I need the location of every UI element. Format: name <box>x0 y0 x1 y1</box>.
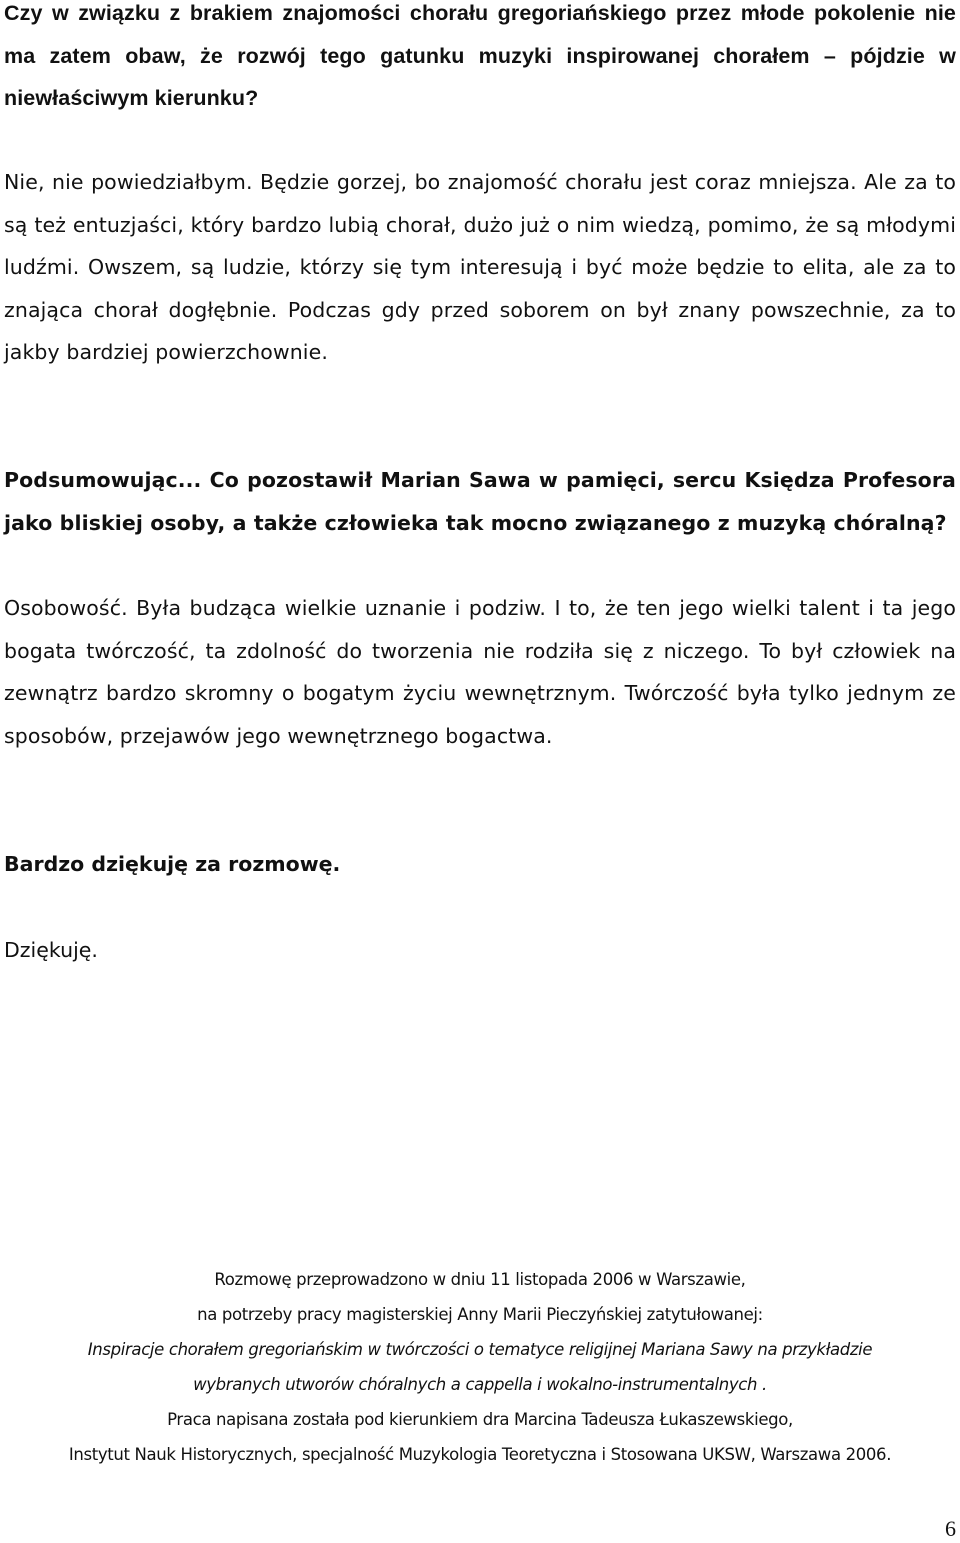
footnote-line-1: Rozmowę przeprowadzono w dniu 11 listopada 2006 w Warszawie, <box>214 1270 746 1289</box>
footnote-line-5: Praca napisana została pod kierunkiem dra Marcina Tadeusza Łukaszewskiego, <box>167 1410 793 1429</box>
interview-question-2: Podsumowując... Co pozostawił Marian Sawa w pamięci, sercu Księdza Profesora jako bliskiej osoby, a także człowieka tak mocno związanego z muzyką chóralną? <box>4 468 956 535</box>
footnote-thesis-title-line-2: wybranych utworów chóralnych a cappella i wokalno-instrumentalnych . <box>193 1375 767 1394</box>
interview-answer-2: Osobowość. Była budząca wielkie uznanie i podziw. I to, że ten jego wielki talent i ta jego bogata twórczość, ta zdolność do tworzenia nie rodziła się z niczego. To był człowiek na zewnątrz bardzo skromny o bogatym życiu wewnętrznym. Twórczość była tylko jednym ze sposobów, przejawów jego wewnętrznego bogactwa. <box>4 596 956 748</box>
page-number: 6 <box>945 1516 956 1541</box>
interview-answer-3: Dziękuję. <box>4 938 98 962</box>
footnote-line-2: na potrzeby pracy magisterskiej Anny Marii Pieczyńskiej zatytułowanej: <box>197 1305 763 1324</box>
footnote <box>0 1262 960 1472</box>
footnote-thesis-title-line-1: Inspiracje chorałem gregoriańskim w twórczości o tematyce religijnej Mariana Sawy na przykładzie <box>87 1340 873 1359</box>
interview-answer-1: Nie, nie powiedziałbym. Będzie gorzej, bo znajomość chorału jest coraz mniejsza. Ale za to są też entuzjaści, który bardzo lubią chorał, dużo już o nim wiedzą, pomimo, że są młodymi ludźmi. Owszem, są ludzie, którzy się tym interesują i być może będzie to elita, ale za to znająca chorał dogłębnie. Podczas gdy przed soborem on był znany powszechnie, za to jakby bardziej powierzchownie. <box>4 170 956 364</box>
interview-question-1: Czy w związku z brakiem znajomości chorału gregoriańskiego przez młode pokolenie nie ma zatem obaw, że rozwój tego gatunku muzyki inspirowanej chorałem – pójdzie w niewłaściwym kierunku? <box>4 1 956 110</box>
footnote-line-6: Instytut Nauk Historycznych, specjalność Muzykologia Teoretyczna i Stosowana UKSW, Warszawa 2006. <box>68 1445 892 1464</box>
interview-question-3: Bardzo dziękuję za rozmowę. <box>4 852 341 876</box>
